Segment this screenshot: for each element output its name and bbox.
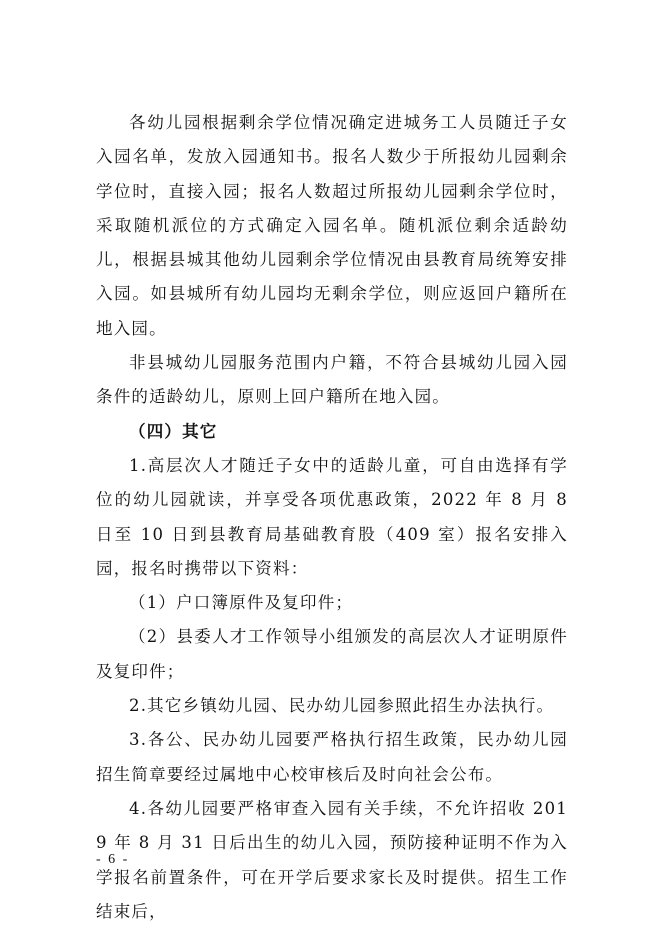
document-body <box>96 106 568 929</box>
item-talent-children: 1.高层次人才随迁子女中的适龄儿童，可自由选择有学位的幼儿园就读，并享受各项优惠政策，2022 年 8 月 8 日至 10 日到县教育局基础教育股（409 室）报名安排入园，报名时携带以下资料： <box>96 455 568 578</box>
page-number: - 6 - <box>96 852 130 867</box>
paragraph-non-county: 非县城幼儿园服务范围内户籍，不符合县城幼儿园入园条件的适龄幼儿，原则上回户籍所在地入园。 <box>96 353 568 407</box>
item-household-register: （1）户口簿原件及复印件； <box>129 593 354 613</box>
item-township-kindergartens: 2.其它乡镇幼儿园、民办幼儿园参照此招生办法执行。 <box>129 696 555 716</box>
item-enrollment-policy: 3.各公、民办幼儿园要严格执行招生政策，民办幼儿园招生简章要经过属地中心校审核后及时向社会公布。 <box>96 730 568 784</box>
item-strict-review: 4.各幼儿园要严格审查入园有关手续，不允许招收 2019 年 8 月 31 日后出生的幼儿入园，预防接种证明不作为入学报名前置条件，可在开学后要求家长及时提供。招生工作结束后， <box>96 798 568 921</box>
item-talent-certificate: （2）县委人才工作领导小组颁发的高层次人才证明原件及复印件； <box>96 627 568 681</box>
paragraph-enrollment-list: 各幼儿园根据剩余学位情况确定进城务工人员随迁子女入园名单，发放入园通知书。报名人数少于所报幼儿园剩余学位时，直接入园；报名人数超过所报幼儿园剩余学位时，采取随机派位的方式确定入园名单。随机派位剩余适龄幼儿，根据县城其他幼儿园剩余学位情况由县教育局统筹安排入园。如县城所有幼儿园均无剩余学位，则应返回户籍所在地入园。 <box>96 113 568 338</box>
section-heading-other: （四）其它 <box>129 421 218 441</box>
